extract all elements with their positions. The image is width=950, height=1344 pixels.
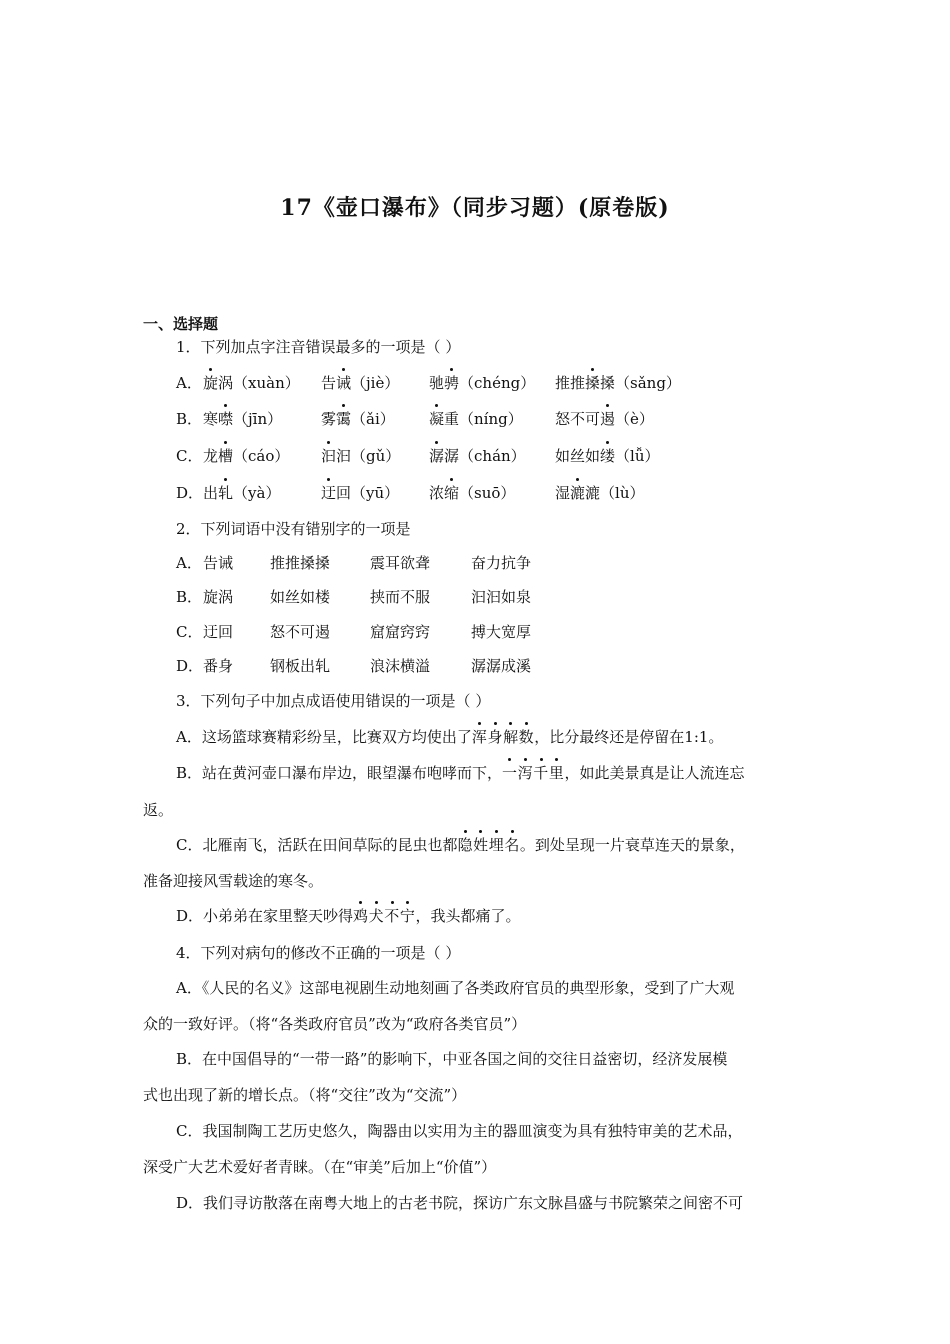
q4-option-b: B．在中国倡导的“一带一路”的影响下，中亚各国之间的交往日益密切，经济发展模 [176, 1050, 728, 1068]
q1a-item-2: 告诫（jiè） [321, 374, 400, 392]
q4-option-d: D．我们寻访散落在南粤大地上的古老书院，探访广东文脉昌盛与书院繁荣之间密不可 [176, 1194, 744, 1212]
emphasis-dot-phrase [472, 728, 534, 746]
emphasis-dot-char: 缩 [444, 484, 460, 502]
q1c-item-2: 汩汩（gǔ） [321, 447, 401, 465]
q1d-item-1: 出轧（yà） [203, 484, 281, 502]
emphasis-dot-char: 不 [384, 907, 400, 925]
emphasis-dot-char: 数 [518, 728, 535, 746]
emphasis-dot-char: 宁 [399, 907, 416, 925]
q4-option-a: A．《人民的名义》这部电视剧生动地刻画了各类政府官员的典型形象，受到了广大观 [176, 979, 735, 997]
q4-option-b-cont: 式也出现了新的增长点。（将“交往”改为“交流”） [143, 1086, 467, 1104]
emphasis-dot-phrase [502, 764, 564, 782]
emphasis-dot-char: 缕 [600, 447, 616, 465]
emphasis-dot-char: 旋 [203, 374, 219, 392]
emphasis-dot-char: 埋 [488, 836, 505, 854]
emphasis-dot-char: 轧 [218, 484, 234, 502]
document-title: 17《壶口瀑布》（同步习题）(原卷版) [280, 195, 670, 221]
question-1-stem: 1．下列加点字注音错误最多的一项是（ ） [176, 338, 461, 356]
q1b-item-3: 凝重（níng） [429, 410, 523, 428]
q1b-item-1: 寒噤（jīn） [203, 410, 283, 428]
q3-option-b: B．站在黄河壶口瀑布岸边，眼望瀑布咆哮而下，一泻千里，如此美景真是让人流连忘 [176, 764, 745, 782]
q3-option-c: C．北雁南飞，活跃在田间草际的昆虫也都隐姓埋名。到处呈现一片衰草连天的景象， [176, 836, 745, 854]
question-4-stem: 4．下列对病句的修改不正确的一项是（ ） [176, 944, 461, 962]
q1a-item-4: 推推搡搡（sǎng） [555, 374, 681, 392]
emphasis-dot-phrase [457, 836, 519, 854]
emphasis-dot-char: 犬 [368, 907, 385, 925]
emphasis-dot-char: 漉 [570, 484, 586, 502]
emphasis-dot-char: 名 [504, 836, 520, 854]
emphasis-dot-char: 潺 [429, 447, 445, 465]
q3-option-c-cont: 准备迎接风雪载途的寒冬。 [143, 872, 324, 890]
emphasis-dot-char: 搡 [585, 374, 601, 392]
q4-option-a-cont: 众的一致好评。（将“各类政府官员”改为“政府各类官员”） [143, 1015, 527, 1033]
q4-option-c-cont: 深受广大艺术爱好者青睐。（在“审美”后加上“价值”） [143, 1158, 497, 1176]
emphasis-dot-char: 里 [548, 764, 565, 782]
q1d-item-4: 湿漉漉（lù） [555, 484, 645, 502]
emphasis-dot-char: 鸡 [353, 907, 369, 925]
emphasis-dot-phrase [353, 907, 415, 925]
emphasis-dot-char: 凝 [429, 410, 445, 428]
q1c-item-1: 龙槽（cáo） [203, 447, 290, 465]
emphasis-dot-char: 姓 [473, 836, 489, 854]
q4-option-c: C．我国制陶工艺历史悠久，陶器由以实用为主的器皿演变为具有独特审美的艺术品， [176, 1122, 743, 1140]
emphasis-dot-char: 千 [533, 764, 549, 782]
q1d-item-3: 浓缩（suō） [429, 484, 516, 502]
emphasis-dot-char: 骋 [444, 374, 460, 392]
emphasis-dot-char: 解 [503, 728, 519, 746]
q1b-item-2: 雾霭（ǎi） [321, 410, 395, 428]
q1a-item-1: 旋涡（xuàn） [203, 374, 300, 392]
document-page: 17《壶口瀑布》（同步习题）(原卷版) 一、选择题 1．下列加点字注音错误最多的一项是（ ） A． 旋涡（xuàn） 告诫（jiè） 驰骋（chéng） 推推搡搡（sǎng） B． 寒噤（jīn） 雾霭（ǎi） 凝重（níng） 怒不可遏（è） C． 龙槽（cáo） 汩汩（gǔ） 潺潺（chán） 如丝如缕（lǚ） D． 出轧（yà） 迂回（yū） 浓缩（suō） 湿漉漉（lù） 2．下列词语中没有错别字的一项是 A． 告诫 推推搡搡 震耳欲聋 奋力抗争 B． 旋涡 如丝如楼 挟而不服 汩汩如泉 C． 迂回 怒不可遏 窟窟窍窍 搏大宽厚 D． 番身 钢板出轧 浪沫横溢 潺潺成溪 3．下列句子中加点成语使用错误的一项是（ ） A．这场篮球赛精彩纷呈，比赛双方均使出了浑身解数，比分最终还是停留在1:1。 B．站在黄河壶口瀑布岸边，眼望瀑布咆哮而下，一泻千里，如此美景真是让人流连忘 返。 C．北雁南飞，活跃在田间草际的昆虫也都隐姓埋名。到处呈现一片衰草连天的景象， 准备迎接风雪载途的寒冬。 D．小弟弟在家里整天吵得鸡犬不宁，我头都痛了。 4．下列对病句的修改不正确的一项是（ ） A．《人民的名义》这部电视剧生动地刻画了各类政府官员的典型形象，受到了广大观 众的一致好评。（将“各类政府官员”改为“政府各类官员”） B．在中国倡导的“一带一路”的影响下，中亚各国之间的交往日益密切，经济发展模 式也出现了新的增长点。（将“交往”改为“交流”） C．我国制陶工艺历史悠久，陶器由以实用为主的器皿演变为具有独特审美的艺术品， 深受广大艺术爱好者青睐。（在“审美”后加上“价值”） D．我们寻访散落在南粤大地上的古老书院，探访广东文脉昌盛与书院繁荣之间密不可 [0, 0, 950, 1344]
emphasis-dot-char: 噤 [218, 410, 234, 428]
emphasis-dot-char: 迂 [321, 484, 337, 502]
emphasis-dot-char: 隐 [457, 836, 474, 854]
emphasis-dot-char: 一 [502, 764, 518, 782]
emphasis-dot-char: 汩 [321, 447, 337, 465]
emphasis-dot-char: 浑 [471, 728, 488, 746]
emphasis-dot-char: 槽 [218, 447, 234, 465]
question-3-stem: 3．下列句子中加点成语使用错误的一项是（ ） [176, 692, 491, 710]
emphasis-dot-char: 身 [487, 728, 504, 746]
emphasis-dot-char: 遏 [600, 410, 616, 428]
q3-option-d: D．小弟弟在家里整天吵得鸡犬不宁，我头都痛了。 [176, 907, 521, 925]
q3-option-a: A．这场篮球赛精彩纷呈，比赛双方均使出了浑身解数，比分最终还是停留在1:1。 [176, 728, 724, 746]
emphasis-dot-char: 泻 [517, 764, 534, 782]
q1b-item-4: 怒不可遏（è） [555, 410, 654, 428]
emphasis-dot-char: 霭 [336, 410, 352, 428]
question-2-stem: 2．下列词语中没有错别字的一项是 [176, 520, 411, 538]
q1d-item-2: 迂回（yū） [321, 484, 400, 502]
emphasis-dot-char: 诫 [336, 374, 352, 392]
q3-option-b-cont: 返。 [143, 801, 174, 819]
q1c-item-3: 潺潺（chán） [429, 447, 526, 465]
q1a-item-3: 驰骋（chéng） [429, 374, 536, 392]
section-heading: 一、选择题 [143, 315, 219, 333]
q1c-item-4: 如丝如缕（lǚ） [555, 447, 660, 465]
